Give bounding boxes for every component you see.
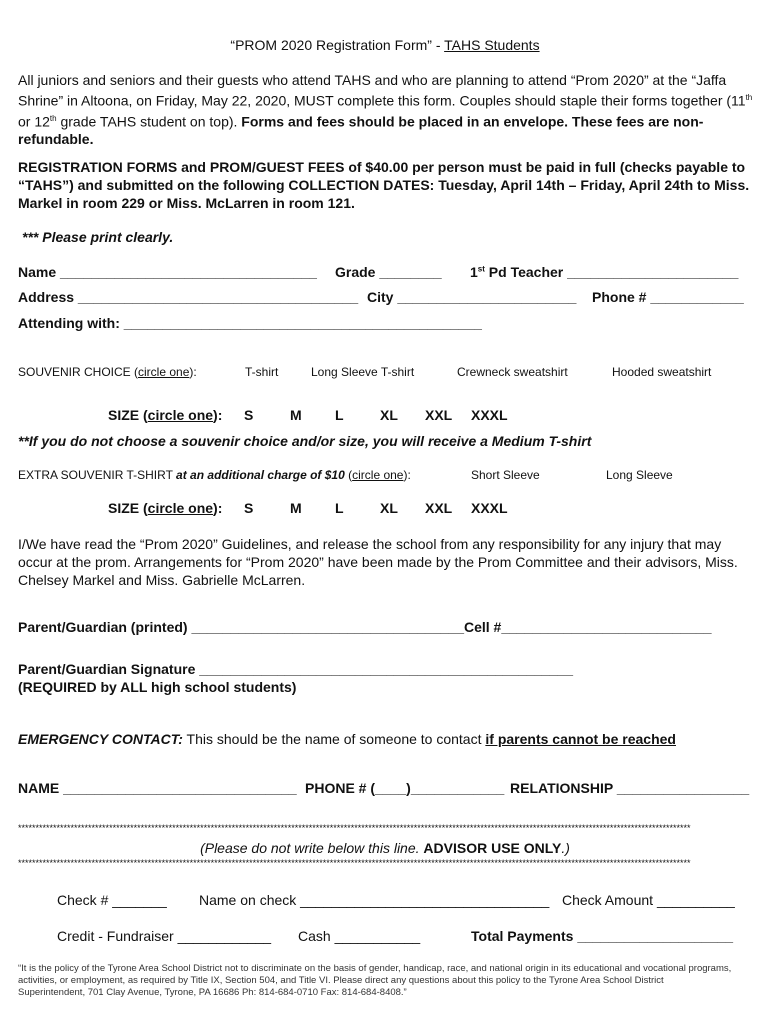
address-field[interactable]: Address ____________________________________ <box>18 289 359 305</box>
extra-size-option-xxxl[interactable]: XXXL <box>471 500 508 516</box>
parent-signature-field[interactable]: Parent/Guardian Signature ________________________________________________ <box>18 661 573 677</box>
check-amount-field[interactable]: Check Amount __________ <box>562 892 735 908</box>
grade-field[interactable]: Grade ________ <box>335 264 442 280</box>
contact-name-field[interactable]: NAME ______________________________ <box>18 780 297 796</box>
size-option-xxl[interactable]: XXL <box>425 407 453 423</box>
souvenir-label: SOUVENIR CHOICE (circle one): <box>18 365 197 379</box>
nondiscrimination-policy: “It is the policy of the Tyrone Area School District not to discriminate on the basis of gender, handicap, race, and national origin in its educational and vocational programs, activities, or employment, as required by Title IX, Section 504, and Title VI. Please direct any questions about this policy to the Tyrone Area School District Superintendent, 701 Clay Avenue, Tyrone, PA 16686 Ph: 814-684-0710 Fax: 814-684-8408.” <box>18 963 732 998</box>
advisor-use-note: (Please do not write below this line. ADVISOR USE ONLY.) <box>200 840 570 856</box>
souvenir-option-crewneck[interactable]: Crewneck sweatshirt <box>457 365 568 379</box>
title-main: “PROM 2020 Registration Form” - <box>230 37 445 53</box>
form-title <box>0 37 770 53</box>
extra-size-option-xxl[interactable]: XXL <box>425 500 453 516</box>
check-number-field[interactable]: Check # _______ <box>57 892 167 908</box>
extra-size-option-s[interactable]: S <box>244 500 254 516</box>
total-payments-field[interactable]: Total Payments ____________________ <box>471 928 734 944</box>
extra-size-option-l[interactable]: L <box>335 500 344 516</box>
extra-option-long-sleeve[interactable]: Long Sleeve <box>606 468 673 482</box>
souvenir-option-hooded[interactable]: Hooded sweatshirt <box>612 365 712 379</box>
intro-paragraph: All juniors and seniors and their guests who attend TAHS and who are planning to attend “Prom 2020” at the “Jaffa Shrine” in Altoona, on Friday, May 22, 2020, MUST complete this form. Couples should staple their forms together (11th or 12th grade TAHS student on top). Forms and fees should be placed in an envelope. These fees are non-refundable. <box>18 72 753 148</box>
size-option-l[interactable]: L <box>335 407 344 423</box>
name-on-check-field[interactable]: Name on check ________________________________ <box>199 892 550 908</box>
name-field[interactable]: Name _________________________________ <box>18 264 317 280</box>
parent-printed-field[interactable]: Parent/Guardian (printed) ___________________________________Cell #___________________________ <box>18 619 712 635</box>
size-label: SIZE (circle one): <box>108 407 223 423</box>
attending-field[interactable]: Attending with: ______________________________________________ <box>18 315 482 331</box>
extra-size-option-xl[interactable]: XL <box>380 500 398 516</box>
emergency-contact-heading: EMERGENCY CONTACT: This should be the name of someone to contact if parents cannot be reached <box>18 731 676 747</box>
size-option-xl[interactable]: XL <box>380 407 398 423</box>
size-option-m[interactable]: M <box>290 407 302 423</box>
title-audience: TAHS Students <box>444 37 540 53</box>
phone-field[interactable]: Phone # ____________ <box>592 289 744 305</box>
parent-required-note: (REQUIRED by ALL high school students) <box>18 679 297 695</box>
size-option-xxxl[interactable]: XXXL <box>471 407 508 423</box>
extra-size-label: SIZE (circle one): <box>108 500 223 516</box>
size-option-s[interactable]: S <box>244 407 254 423</box>
souvenir-option-long-sleeve[interactable]: Long Sleeve T-shirt <box>311 365 415 379</box>
divider-stars-bottom: ************************************************************************************************************************************************************************************************ <box>18 858 691 868</box>
city-field[interactable]: City _______________________ <box>367 289 577 305</box>
extra-option-short-sleeve[interactable]: Short Sleeve <box>471 468 540 482</box>
souvenir-option-tshirt[interactable]: T-shirt <box>245 365 279 379</box>
extra-size-option-m[interactable]: M <box>290 500 302 516</box>
extra-souvenir-label: EXTRA SOUVENIR T-SHIRT at an additional charge of $10 (circle one): <box>18 468 411 482</box>
default-size-note: **If you do not choose a souvenir choice and/or size, you will receive a Medium T-shirt <box>18 433 592 449</box>
release-paragraph: I/We have read the “Prom 2020” Guidelines, and release the school from any responsibility for any injury that may occur at the prom. Arrangements for “Prom 2020” have been made by the Prom Committee and their advisors, Miss. Chelsey Markel and Miss. Gabrielle McLarren. <box>18 536 738 588</box>
credit-fundraiser-field[interactable]: Credit - Fundraiser ____________ <box>57 928 272 944</box>
divider-stars-top: ************************************************************************************************************************************************************************************************ <box>18 823 691 833</box>
teacher-field[interactable]: 1st Pd Teacher ______________________ <box>470 264 739 280</box>
cash-field[interactable]: Cash ___________ <box>298 928 421 944</box>
fees-paragraph: REGISTRATION FORMS and PROM/GUEST FEES of $40.00 per person must be paid in full (checks payable to “TAHS”) and submitted on the following COLLECTION DATES: Tuesday, April 14th – Friday, April 24th to Miss. Markel in room 229 or Miss. McLarren in room 121. <box>18 159 750 211</box>
print-note: *** Please print clearly. <box>22 229 174 245</box>
contact-relationship-field[interactable]: RELATIONSHIP _________________ <box>510 780 750 796</box>
contact-phone-field[interactable]: PHONE # (____)____________ <box>305 780 505 796</box>
